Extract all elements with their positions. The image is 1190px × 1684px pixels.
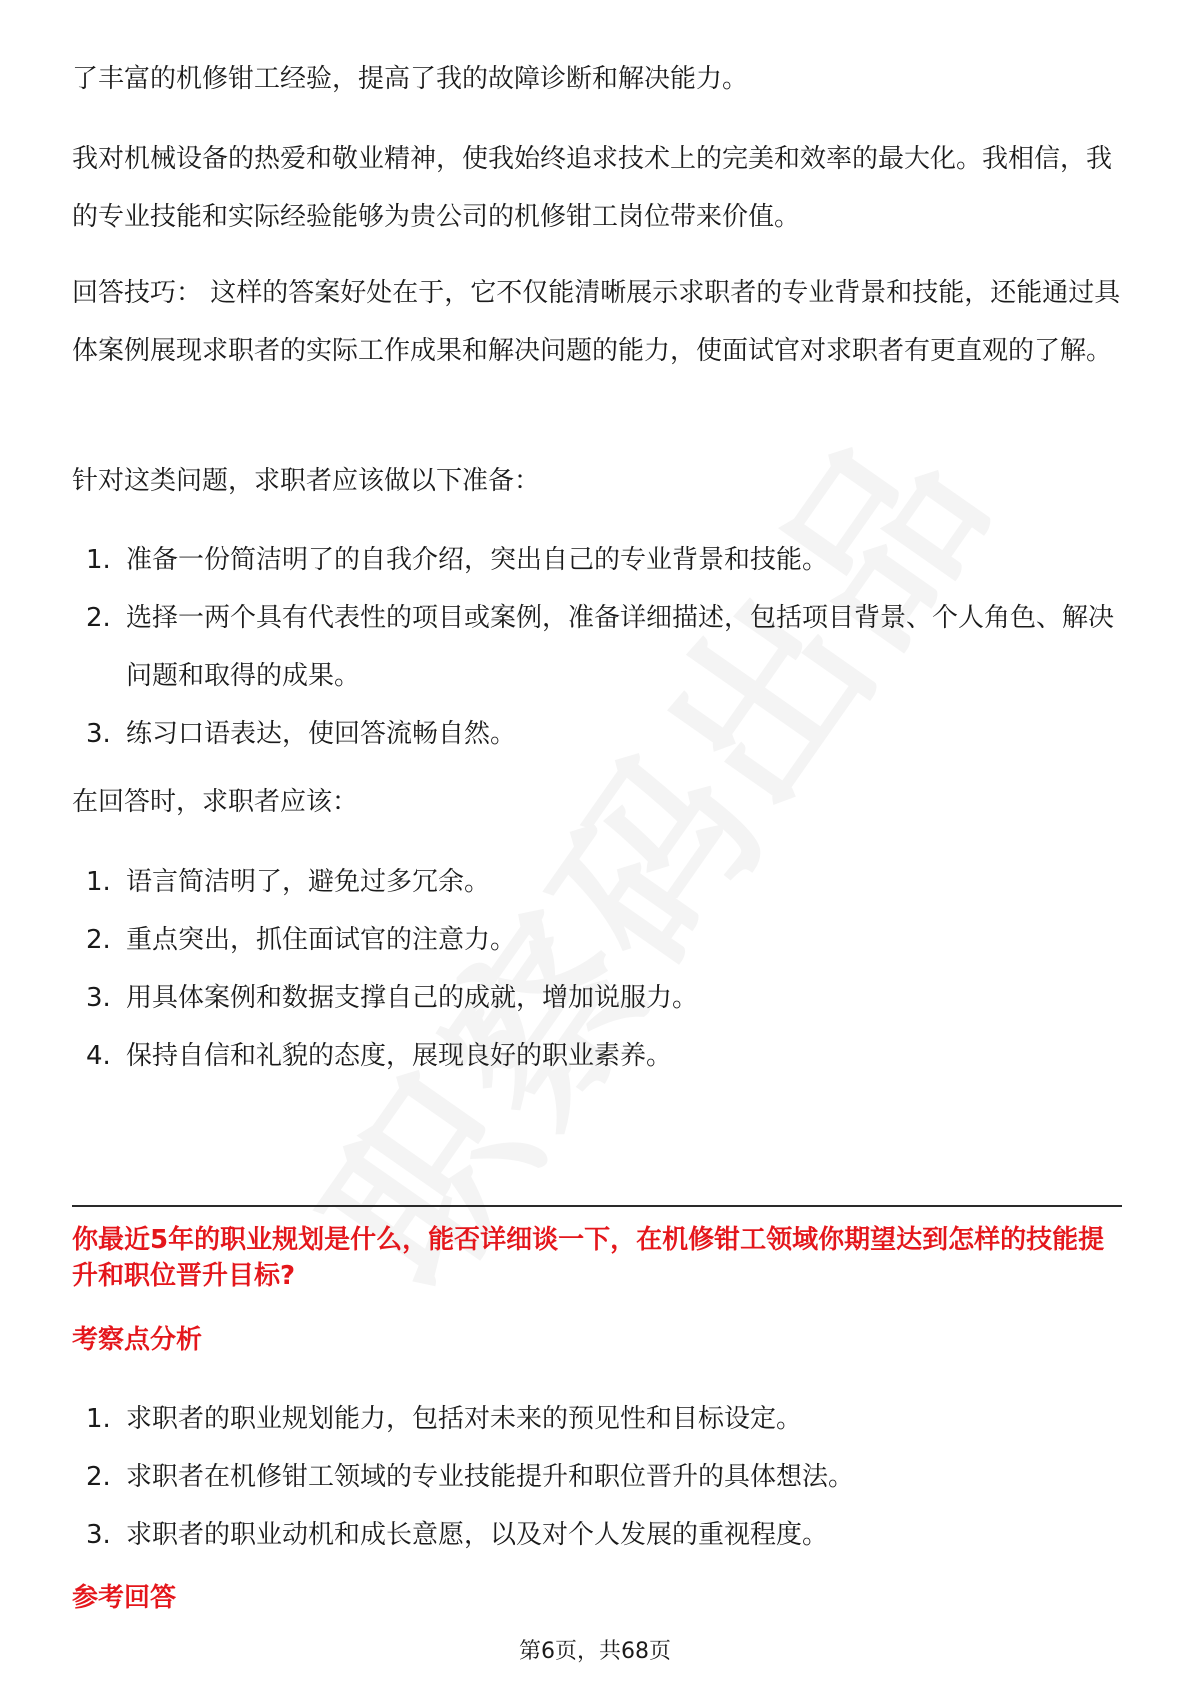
analysis-list: [72, 1390, 1122, 1564]
list-text: 练习口语表达，使回答流畅自然。: [126, 719, 517, 749]
list-text: 准备一份简洁明了的自我介绍，突出自己的专业背景和技能。: [126, 545, 829, 575]
list-text: 重点突出，抓住面试官的注意力。: [126, 925, 517, 955]
list-text: 语言简洁明了，避免过多冗余。: [126, 867, 491, 897]
list-number: 2.: [86, 603, 111, 633]
list-number: 3.: [86, 1520, 111, 1550]
list-item: [72, 1448, 1122, 1506]
page-number-footer: 第6页，共68页: [519, 1639, 671, 1664]
answering-list: [72, 853, 1122, 1085]
list-number: 3.: [86, 983, 111, 1013]
list-text: 选择一两个具有代表性的项目或案例，准备详细描述，包括项目背景、个人角色、解决问题和取得的成果。: [126, 603, 1115, 691]
list-item: [72, 531, 1122, 589]
list-number: 1.: [86, 545, 111, 575]
reference-answer-heading: 参考回答: [72, 1583, 177, 1613]
list-text: 求职者的职业动机和成长意愿，以及对个人发展的重视程度。: [126, 1520, 829, 1550]
section-divider: [72, 1205, 1122, 1207]
list-number: 1.: [86, 1404, 111, 1434]
list-item: [72, 911, 1122, 969]
list-number: 2.: [86, 1462, 111, 1492]
analysis-heading: 考察点分析: [72, 1325, 203, 1355]
list-number: 3.: [86, 719, 111, 749]
paragraph-preparation-intro: 针对这类问题，求职者应该做以下准备：: [72, 466, 541, 496]
list-number: 4.: [86, 1041, 111, 1071]
list-text: 求职者在机修钳工领域的专业技能提升和职位晋升的具体想法。: [126, 1462, 855, 1492]
list-item: [72, 589, 1122, 705]
question-title: 你最近5年的职业规划是什么，能否详细谈一下，在机修钳工领域你期望达到怎样的技能提升和职位晋升目标?: [72, 1225, 1105, 1291]
paragraph-answer-tips: 回答技巧： 这样的答案好处在于，它不仅能清晰展示求职者的专业背景和技能，还能通过具体案例展现求职者的实际工作成果和解决问题的能力，使面试官对求职者有更直观的了解。: [72, 278, 1121, 366]
paragraph-passion: 我对机械设备的热爱和敬业精神，使我始终追求技术上的完美和效率的最大化。我相信，我的专业技能和实际经验能够为贵公司的机修钳工岗位带来价值。: [72, 144, 1113, 232]
list-text: 保持自信和礼貌的态度，展现良好的职业素养。: [126, 1041, 673, 1071]
list-item: [72, 1506, 1122, 1564]
list-item: [72, 705, 1122, 763]
list-text: 用具体案例和数据支撑自己的成就，增加说服力。: [126, 983, 699, 1013]
list-number: 2.: [86, 925, 111, 955]
paragraph-intro-continuation: 了丰富的机修钳工经验，提高了我的故障诊断和解决能力。: [72, 64, 749, 94]
list-text: 求职者的职业规划能力，包括对未来的预见性和目标设定。: [126, 1404, 803, 1434]
list-item: [72, 969, 1122, 1027]
list-item: [72, 1390, 1122, 1448]
preparation-list: [72, 531, 1122, 763]
paragraph-answering-intro: 在回答时，求职者应该：: [72, 787, 359, 817]
list-item: [72, 1027, 1122, 1085]
list-number: 1.: [86, 867, 111, 897]
list-item: [72, 853, 1122, 911]
